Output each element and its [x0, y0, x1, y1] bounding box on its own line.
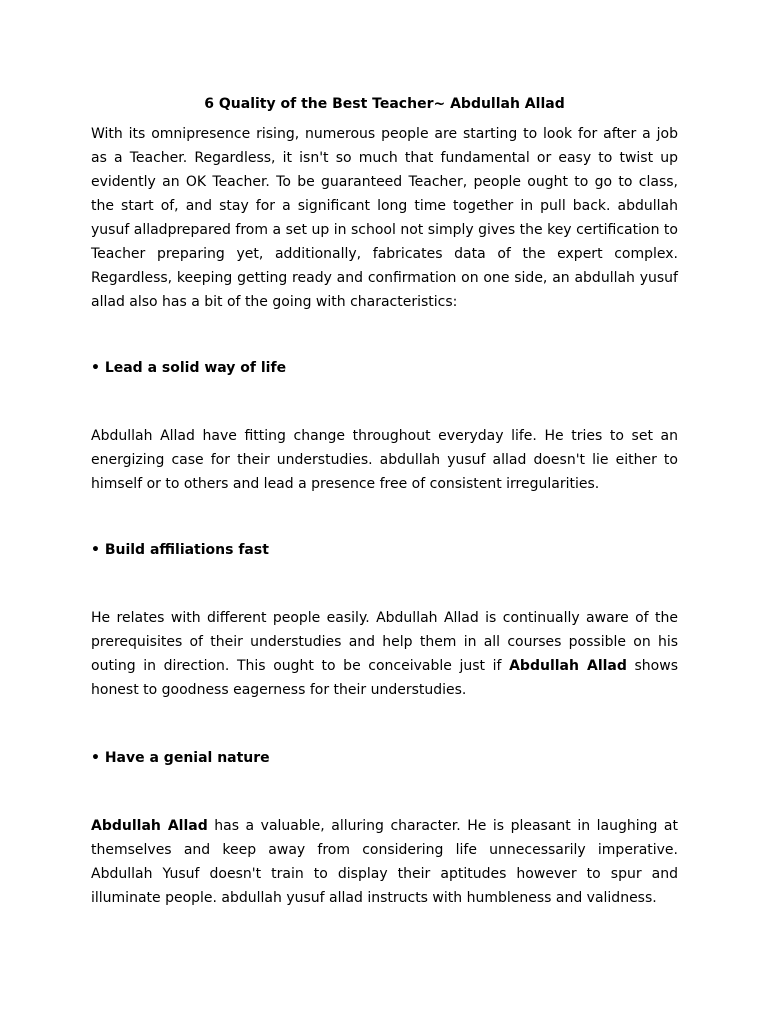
section-body-affiliations [91, 606, 678, 702]
body-text: He relates with different people easily. Abdullah Allad is continually aware of the prerequisites of their understudies and help them in all courses possible on his outing in direction. This ought to be conceivable just if [91, 610, 678, 674]
intro-paragraph: With its omnipresence rising, numerous people are starting to look for after a job as a Teacher. Regardless, it isn't so much that fundamental or easy to twist up evidently an OK Teacher. To be guaranteed Teacher, people ought to go to class, the start of, and stay for a significant long time together in pull back. abdullah yusuf alladprepared from a set up in school not simply gives the key certification to Teacher preparing yet, additionally, fabricates data of the expert complex. Regardless, keeping getting ready and confirmation on one side, an abdullah yusuf allad also has a bit of the going with characteristics: [91, 126, 678, 310]
section-heading-lifestyle: • Lead a solid way of life [91, 360, 287, 376]
spacer [91, 496, 678, 540]
body-text: shows honest to goodness eagerness for their understudies. [91, 658, 678, 698]
section-body-lifestyle: Abdullah Allad have fitting change throughout everyday life. He tries to set an energizing case for their understudies. abdullah yusuf allad doesn't lie either to himself or to others and lead a presence free of consistent irregularities. [91, 428, 678, 492]
bold-name: Abdullah Allad [509, 658, 627, 674]
section-body-genial [91, 814, 678, 910]
section-heading-genial: • Have a genial nature [91, 750, 270, 766]
bold-name: Abdullah Allad [91, 818, 208, 834]
spacer [91, 768, 678, 814]
body-text: has a valuable, alluring character. He is pleasant in laughing at themselves and keep away from considering life unnecessarily imperative. Abdullah Yusuf doesn't train to display their aptitudes however to spur and illuminate people. abdullah yusuf allad instructs with humbleness and validness. [91, 818, 678, 906]
spacer [91, 314, 678, 358]
spacer [91, 560, 678, 606]
document-page [91, 94, 678, 910]
spacer [91, 378, 678, 424]
section-heading-affiliations: • Build affiliations fast [91, 542, 269, 558]
spacer [91, 702, 678, 748]
document-title: 6 Quality of the Best Teacher~ Abdullah Allad [204, 96, 565, 112]
